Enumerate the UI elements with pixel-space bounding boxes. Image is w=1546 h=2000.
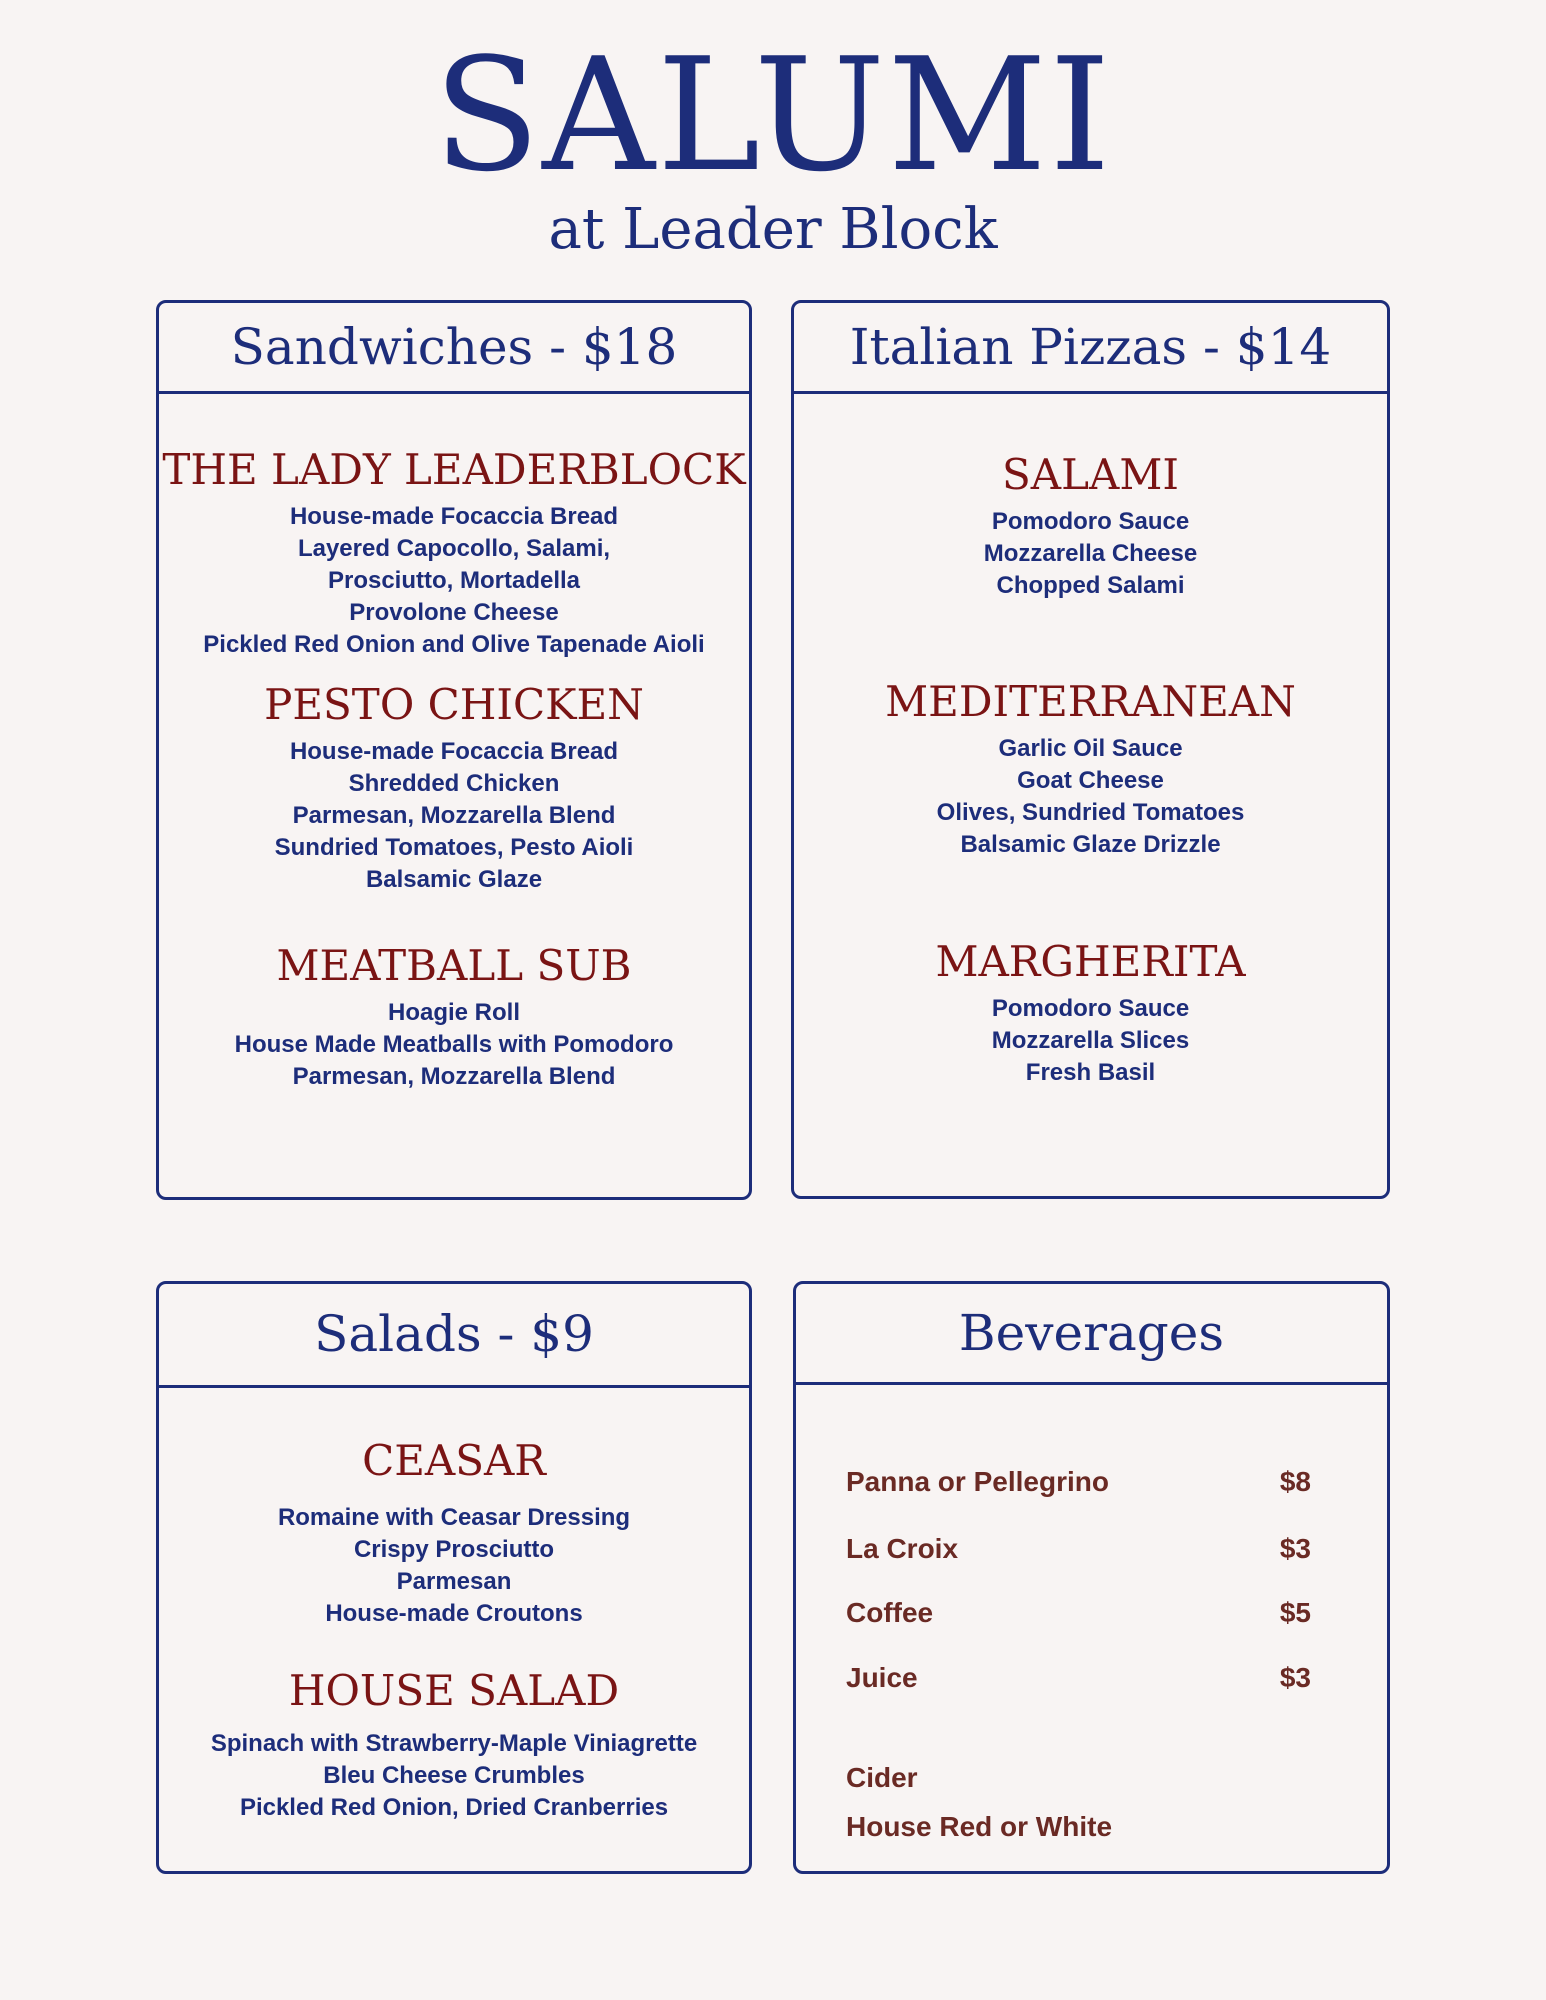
beverage-name: La Croix	[846, 1533, 959, 1564]
item-line: Goat Cheese	[1017, 767, 1164, 794]
menu-item-meatball-sub	[159, 939, 749, 1093]
beverage-name: Cider	[846, 1762, 918, 1793]
item-name: MEDITERRANEAN	[885, 677, 1296, 726]
item-line: Balsamic Glaze Drizzle	[960, 831, 1221, 858]
item-line: Chopped Salami	[996, 572, 1185, 599]
item-line: Spinach with Strawberry-Maple Viniagrette	[210, 1730, 698, 1757]
beverage-row	[846, 1464, 1311, 1500]
item-line: Mozzarella Cheese	[983, 540, 1198, 567]
item-name: THE LADY LEADERBLOCK	[162, 445, 746, 494]
item-name: MEATBALL SUB	[276, 941, 632, 990]
sandwiches-heading: Sandwiches - $18	[159, 303, 749, 394]
item-line: Garlic Oil Sauce	[998, 735, 1183, 762]
item-name: MARGHERITA	[935, 937, 1246, 986]
beverage-name: Panna or Pellegrino	[846, 1466, 1109, 1497]
pizzas-heading: Italian Pizzas - $14	[794, 303, 1387, 394]
beverage-price: $5	[1279, 1597, 1311, 1628]
item-line: Hoagie Roll	[387, 999, 520, 1026]
beverage-row	[846, 1660, 1311, 1696]
item-line: Pickled Red Onion, Dried Cranberries	[239, 1794, 669, 1821]
beverage-price: $3	[1279, 1662, 1311, 1693]
item-line: House-made Focaccia Bread	[289, 738, 619, 765]
beverage-row	[846, 1760, 1311, 1796]
item-line: Parmesan, Mozzarella Blend	[292, 1063, 616, 1090]
item-line: Shredded Chicken	[348, 770, 560, 797]
menu-item-mediterranean	[794, 675, 1387, 861]
item-line: Olives, Sundried Tomatoes	[936, 799, 1245, 826]
item-line: Pomodoro Sauce	[991, 508, 1190, 535]
item-line: Provolone Cheese	[349, 599, 559, 626]
item-name: SALAMI	[1002, 450, 1179, 499]
item-line: House-made Focaccia Bread	[289, 503, 619, 530]
beverages-panel	[793, 1281, 1390, 1874]
menu-item-pesto-chicken	[159, 678, 749, 896]
beverage-name: Coffee	[846, 1597, 934, 1628]
item-line: Pickled Red Onion and Olive Tapenade Aioli	[203, 631, 705, 658]
item-name: HOUSE SALAD	[288, 1666, 620, 1715]
item-line: Parmesan	[396, 1568, 512, 1595]
item-line: House-made Croutons	[325, 1600, 583, 1627]
salads-heading: Salads - $9	[159, 1284, 749, 1388]
menu-item-house-salad	[159, 1664, 749, 1824]
beverage-row	[846, 1531, 1311, 1567]
beverage-row	[846, 1595, 1311, 1631]
item-line: Layered Capocollo, Salami,	[297, 535, 611, 562]
beverage-price: $3	[1279, 1533, 1311, 1564]
item-line: Bleu Cheese Crumbles	[323, 1762, 585, 1789]
beverage-row	[846, 1809, 1311, 1845]
item-line: House Made Meatballs with Pomodoro	[234, 1031, 674, 1058]
beverage-name: Juice	[846, 1662, 918, 1693]
item-line: Crispy Prosciutto	[353, 1536, 555, 1563]
item-line: Balsamic Glaze	[365, 866, 543, 893]
pizzas-panel	[791, 300, 1390, 1199]
item-line: Parmesan, Mozzarella Blend	[292, 802, 616, 829]
item-line: Fresh Basil	[1025, 1059, 1156, 1086]
brand-title: SALUMI	[433, 24, 1113, 206]
salads-panel	[156, 1281, 752, 1874]
menu-item-ceasar	[159, 1434, 749, 1630]
item-line: Prosciutto, Mortadella	[327, 567, 581, 594]
sandwiches-panel	[156, 300, 752, 1200]
brand-subtitle: at Leader Block	[548, 197, 998, 262]
item-line: Pomodoro Sauce	[991, 995, 1190, 1022]
item-line: Sundried Tomatoes, Pesto Aioli	[274, 834, 634, 861]
beverage-price: $8	[1279, 1466, 1311, 1497]
beverages-heading: Beverages	[796, 1284, 1387, 1385]
item-name: PESTO CHICKEN	[264, 680, 644, 729]
item-line: Mozzarella Slices	[991, 1027, 1190, 1054]
menu-item-lady-leaderblock	[159, 443, 749, 661]
beverage-name: House Red or White	[846, 1811, 1113, 1842]
item-name: CEASAR	[362, 1436, 546, 1485]
menu-item-margherita	[794, 935, 1387, 1089]
item-line: Romaine with Ceasar Dressing	[277, 1504, 631, 1531]
menu-item-salami-pizza	[794, 448, 1387, 602]
